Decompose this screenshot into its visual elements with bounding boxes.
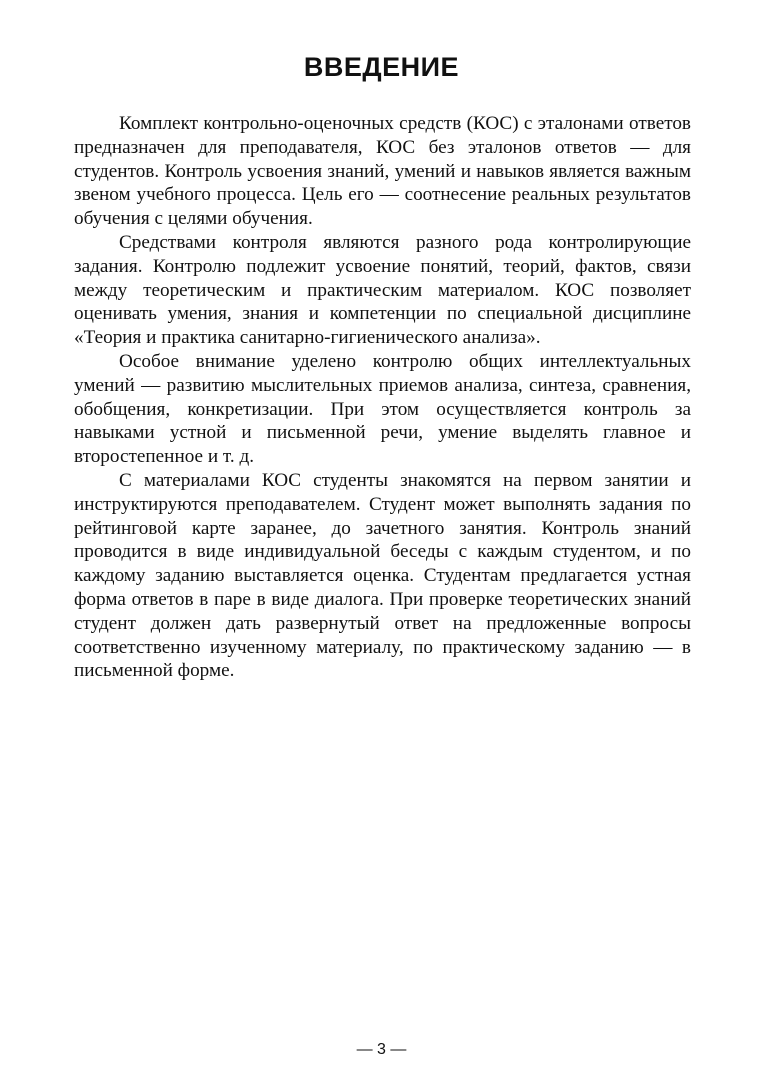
page-title: ВВЕДЕНИЕ (303, 52, 460, 82)
paragraph-2: Средствами контроля являются разного рода контролирующие задания. Контролю подлежит усвоение понятий, теорий, фактов, связи между теоретическим и практическим материалом. КОС позволяет оценивать умения, знания и компетенции по специальной дисциплине «Теория и практика санитарно-гигиенического анализа». (74, 231, 691, 349)
body-text (74, 112, 691, 683)
paragraph-1: Комплект контрольно-оценочных средств (КОС) с эталонами ответов предназначен для преподавателя, КОС без эталонов ответов — для студентов. Контроль усвоения знаний, умений и навыков является важным звеном учебного процесса. Цель его — соотнесение реальных результатов обучения с целями обучения. (74, 113, 691, 230)
paragraph-3: Особое внимание уделено контролю общих интеллектуальных умений — развитию мыслительных приемов анализа, синтеза, сравнения, обобщения, конкретизации. При этом осуществляется контроль за навыками устной и письменной речи, умение выделять главное и второстепенное и т. д. (74, 350, 691, 468)
paragraph-4: С материалами КОС студенты знакомятся на первом занятии и инструктируются преподавателем. Студент может выполнять задания по рейтинговой карте заранее, до зачетного занятия. Контроль знаний проводится в виде индивидуальной беседы с каждым студентом, и по каждому заданию выставляется оценка. Студентам предлагается устная форма ответов в паре в виде диалога. При проверке теоретических знаний студент должен дать развернутый ответ на предложенные вопросы соответственно изученному материалу, по практическому заданию — в письменной форме. (74, 469, 691, 682)
page-number: — 3 — (356, 1041, 407, 1058)
